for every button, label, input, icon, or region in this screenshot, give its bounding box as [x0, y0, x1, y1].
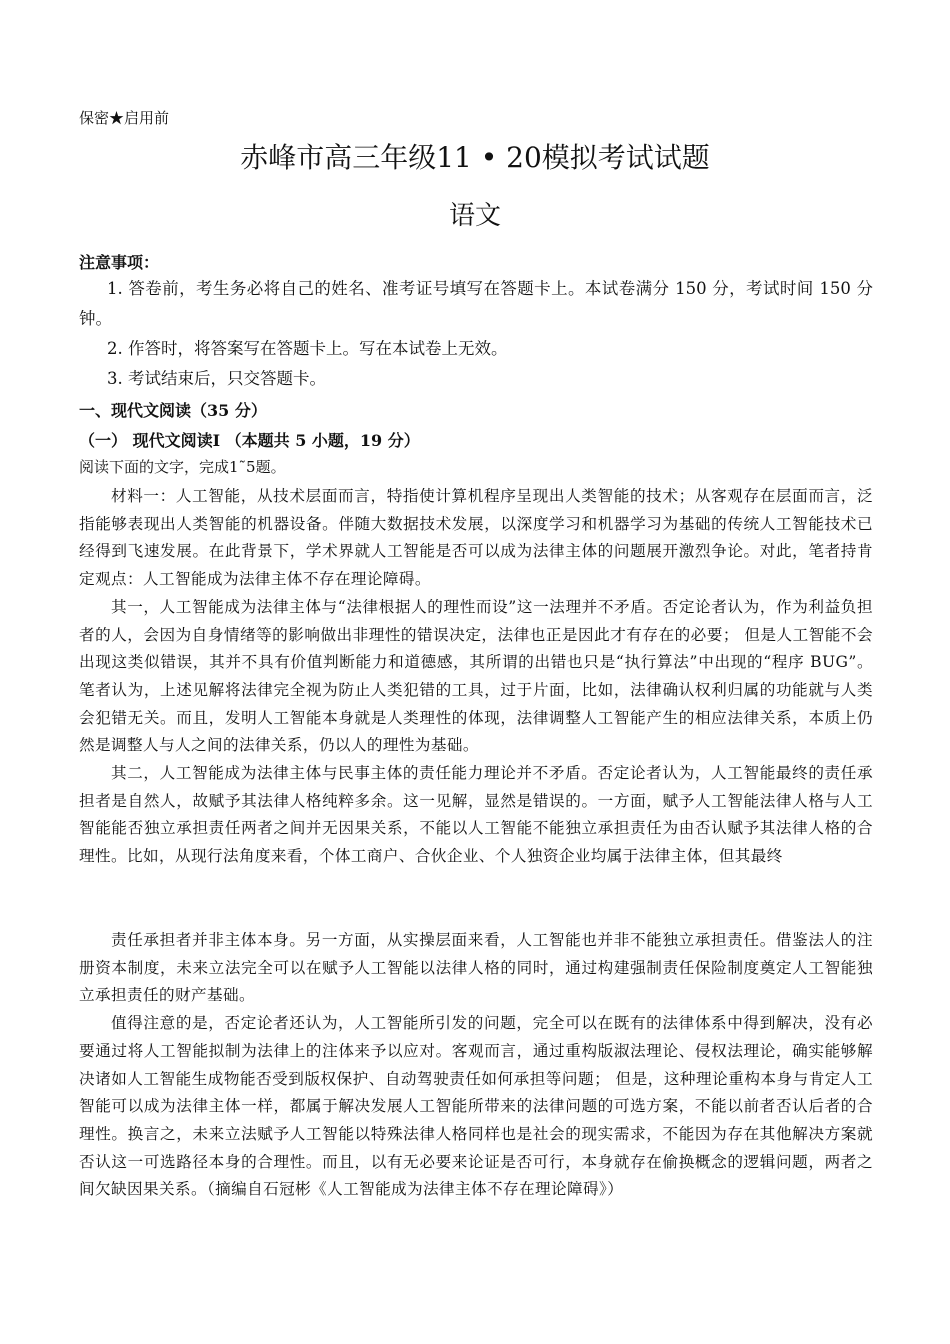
article-paragraph: 值得注意的是，否定论者还认为，人工智能所引发的问题，完全可以在既有的法律体系中得到解决，没有必要通过将人工智能拟制为法律上的注体来予以应对。客观而言，通过重构版淑法理论、侵权法理论，确实能够解决诸如人工智能生成物能否受到版权保护、自动驾驶责任如何承担等问题； 但是，这种理论重构本身与肯定人工智能可以成为法律主体一样，都属于解决发展人工智能所带来的法律问题的可选方案，不能以前者否认后者的合理性。换言之，未来立法赋予人工智能以特殊法律人格同样也是社会的现实需求，不能因为存在其他解决方案就否认这一可选路径本身的合理性。而且，以有无必要来论证是否可行，本身就存在偷换概念的逻辑问题，两者之间欠缺因果关系。（摘编自石冠彬《人工智能成为法律主体不存在理论障碍》）	[79, 1014, 873, 1199]
article-paragraph: 责任承担者并非主体本身。另一方面，从实操层面来看，人工智能也并非不能独立承担责任。借鉴法人的注册资本制度，未来立法完全可以在赋予人工智能以法律人格的同时，通过构建强制责任保险制度奠定人工智能独立承担责任的财产基础。	[79, 931, 873, 1005]
reading-instruction: 阅读下面的文字，完成1˜5题。	[79, 458, 286, 476]
article-paragraph: 材料一：人工智能，从技术层面而言，特指使计算机程序呈现出人类智能的技术；从客观存在层面而言，泛指能够表现出人类智能的机器设备。伴随大数据技术发展，以深度学习和机器学习为基础的传统人工智能技术已经得到飞速发展。在此背景下，学术界就人工智能是否可以成为法律主体的问题展开激烈争论。对此，笔者持肯定观点：人工智能成为法律主体不存在理论障碍。	[79, 487, 873, 589]
notice-item-1: 1. 答卷前，考生务必将自己的姓名、准考证号填写在答题卡上。本试卷满分 150 分，考试时间 150 分钟。	[79, 279, 873, 328]
article-body	[79, 483, 873, 871]
article-body-continued	[79, 927, 873, 1204]
notice-item-3: 3. 考试结束后，只交答题卡。	[107, 369, 326, 388]
notice-item-2: 2. 作答时，将答案写在答题卡上。写在本试卷上无效。	[107, 339, 508, 358]
article-paragraph: 其二，人工智能成为法律主体与民事主体的责任能力理论并不矛盾。否定论者认为，人工智能最终的责任承担者是自然人，故赋予其法律人格纯粹多余。这一见解，显然是错误的。一方面，赋予人工智能法律人格与人工智能能否独立承担责任两者之间并无因果关系，不能以人工智能不能独立承担责任为由否认赋予其法律人格的合理性。比如，从现行法角度来看，个体工商户、合伙企业、个人独资企业均属于法律主体，但其最终	[79, 764, 873, 866]
section-heading: 一、现代文阅读（35 分）	[79, 401, 267, 420]
subject-title: 语文	[448, 201, 501, 231]
secret-label: 保密★启用前	[79, 109, 170, 127]
subsection-heading: （一） 现代文阅读Ⅰ （本题共 5 小题，19 分）	[79, 431, 420, 450]
article-paragraph: 其一，人工智能成为法律主体与“法律根据人的理性而设”这一法理并不矛盾。否定论者认为，作为利益负担者的人，会因为自身情绪等的影响做出非理性的错误决定，法律也正是因此才有存在的必要； 但是人工智能不会出现这类似错误，其并不具有价值判断能力和道德感，其所谓的出错也只是“执行算法”中出现的“程序 BUG”。笔者认为，上述见解将法律完全视为防止人类犯错的工具，过于片面，比如，法律确认权利归属的功能就与人类会犯错无关。而且，发明人工智能本身就是人类理性的体现，法律调整人工智能产生的相应法律关系，本质上仍然是调整人与人之间的法律关系，仍以人的理性为基础。	[79, 597, 873, 755]
exam-title: 赤峰市高三年级11 • 20模拟考试试题	[240, 141, 710, 174]
notice-heading: 注意事项：	[79, 253, 160, 272]
